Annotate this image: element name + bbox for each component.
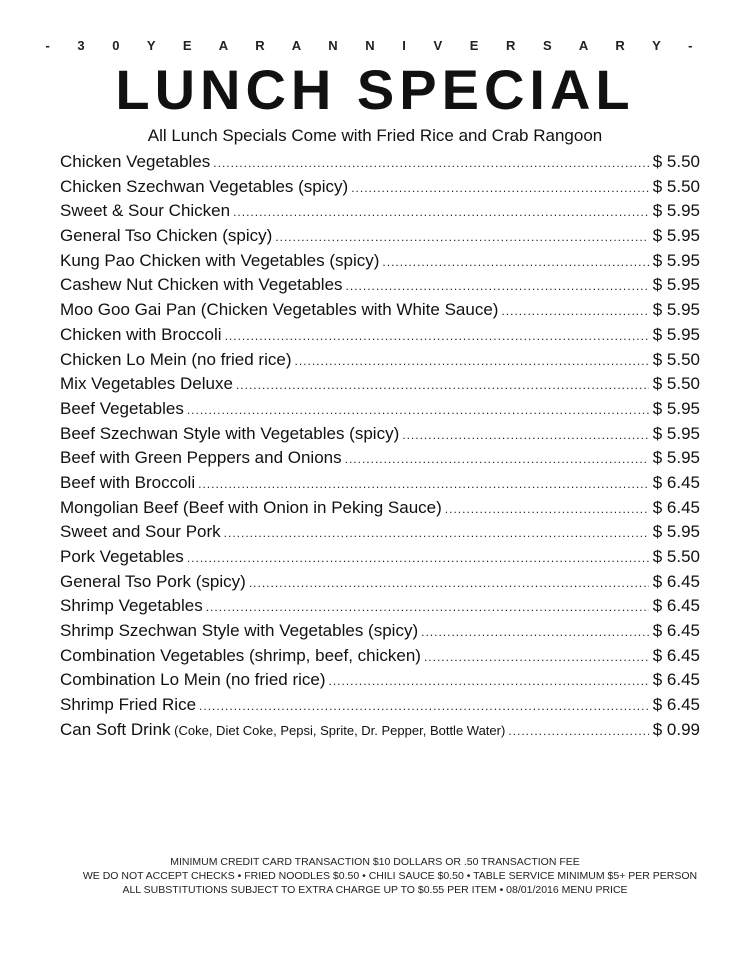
menu-item (60, 372, 700, 397)
menu-item (60, 199, 700, 224)
item-price: $ 5.95 (652, 201, 700, 221)
item-name: Chicken Lo Mein (no fried rice) (60, 349, 292, 369)
item-price: $ 5.95 (652, 275, 700, 295)
dot-leader (187, 398, 649, 423)
dot-leader (213, 151, 648, 176)
dot-leader (351, 176, 649, 201)
dot-leader (445, 497, 649, 522)
menu-item (60, 323, 700, 348)
item-name-text: Can Soft Drink (60, 719, 171, 739)
menu-item (60, 644, 700, 669)
item-price: $ 5.95 (652, 423, 700, 443)
item-name: Sweet and Sour Pork (60, 522, 221, 542)
dot-leader (402, 423, 649, 448)
dot-leader (421, 620, 649, 645)
footer-line-1: MINIMUM CREDIT CARD TRANSACTION $10 DOLLARS OR .50 TRANSACTION FEE (170, 856, 580, 868)
dot-leader (424, 645, 649, 670)
dot-leader (187, 546, 649, 571)
dot-leader (382, 250, 648, 275)
menu-item (60, 422, 700, 447)
item-price: $ 6.45 (652, 472, 700, 492)
item-name: Combination Lo Mein (no fried rice) (60, 670, 326, 690)
item-name: Cashew Nut Chicken with Vegetables (60, 275, 343, 295)
item-price: $ 5.95 (652, 250, 700, 270)
item-price: $ 0.99 (652, 719, 700, 739)
menu-item (60, 224, 700, 249)
item-name (60, 718, 505, 744)
dot-leader (249, 571, 649, 596)
item-price: $ 5.50 (652, 374, 700, 394)
item-price: $ 5.50 (652, 547, 700, 566)
item-name: Mix Vegetables Deluxe (60, 374, 233, 394)
dot-leader (199, 694, 649, 719)
menu-item (60, 348, 700, 373)
menu-item (60, 249, 700, 274)
item-price: $ 5.50 (652, 349, 700, 369)
item-price: $ 6.45 (652, 670, 700, 690)
item-price: $ 6.45 (652, 695, 700, 715)
item-name: Sweet & Sour Chicken (60, 201, 231, 221)
item-name: Moo Goo Gai Pan (Chicken Vegetables with White Sauce) (60, 300, 499, 320)
menu-item (60, 668, 700, 693)
menu-list (60, 150, 700, 743)
item-price: $ 5.95 (652, 300, 700, 320)
menu-item (60, 693, 700, 718)
item-name: Shrimp Fried Rice (60, 695, 197, 715)
item-price: $ 5.50 (652, 152, 700, 171)
anniversary-banner: - 3 0 Y E A R A N N I V E R S A R Y - (45, 38, 705, 53)
footer-line-3: ALL SUBSTITUTIONS SUBJECT TO EXTRA CHARGE UP TO $0.55 PER ITEM • 08/01/2016 MENU PRICE (122, 884, 628, 896)
item-name: Shrimp Vegetables (60, 596, 203, 616)
item-price: $ 6.45 (652, 497, 700, 517)
dot-leader (329, 669, 649, 694)
menu-item (60, 175, 700, 200)
dot-leader (346, 274, 649, 299)
dot-leader (198, 472, 649, 497)
subtitle: All Lunch Specials Come with Fried Rice and Crab Rangoon (147, 126, 603, 145)
item-name: General Tso Chicken (spicy) (60, 226, 273, 246)
item-name: Beef Szechwan Style with Vegetables (spicy) (60, 423, 400, 443)
item-name: Pork Vegetables (60, 547, 184, 566)
item-name: Beef with Broccoli (60, 472, 196, 492)
dot-leader (508, 719, 648, 744)
menu-item (60, 570, 700, 595)
item-price: $ 5.95 (652, 324, 700, 344)
menu-item (60, 446, 700, 471)
menu-item (60, 397, 700, 422)
item-name: Chicken Vegetables (60, 152, 211, 171)
item-price: $ 5.95 (652, 448, 700, 468)
dot-leader (225, 324, 649, 349)
dot-leader (275, 225, 648, 250)
item-name: General Tso Pork (spicy) (60, 571, 246, 591)
dot-leader (294, 349, 648, 374)
item-name: Combination Vegetables (shrimp, beef, chicken) (60, 645, 421, 665)
menu-item (60, 619, 700, 644)
item-name: Mongolian Beef (Beef with Onion in Peking Sauce) (60, 497, 442, 517)
item-name: Beef with Green Peppers and Onions (60, 448, 342, 468)
dot-leader (206, 595, 649, 620)
item-price: $ 6.45 (652, 621, 700, 641)
menu-item (60, 150, 700, 175)
dot-leader (345, 447, 649, 472)
menu-item (60, 273, 700, 298)
dot-leader (233, 200, 649, 225)
item-price: $ 6.45 (652, 596, 700, 616)
item-price: $ 5.95 (652, 522, 700, 542)
item-price: $ 5.95 (652, 226, 700, 246)
item-name: Beef Vegetables (60, 398, 184, 418)
item-price: $ 5.50 (652, 176, 700, 196)
menu-item (60, 471, 700, 496)
item-price: $ 6.45 (652, 645, 700, 665)
menu-item (60, 545, 700, 570)
menu-item (60, 594, 700, 619)
menu-item (60, 718, 700, 743)
menu-item (60, 496, 700, 521)
item-price: $ 5.95 (652, 398, 700, 418)
item-name: Chicken Szechwan Vegetables (spicy) (60, 176, 349, 196)
dot-leader (236, 373, 649, 398)
menu-item (60, 520, 700, 545)
page-title: LUNCH SPECIAL (115, 58, 635, 121)
item-note: (Coke, Diet Coke, Pepsi, Sprite, Dr. Pepper, Bottle Water) (170, 722, 506, 738)
item-price: $ 6.45 (652, 571, 700, 591)
footer-line-2: WE DO NOT ACCEPT CHECKS • FRIED NOODLES $0.50 • CHILI SAUCE $0.50 • TABLE SERVICE MINIMUM $5+ PER PERSON (82, 870, 698, 882)
item-name: Kung Pao Chicken with Vegetables (spicy) (60, 250, 380, 270)
menu-item (60, 298, 700, 323)
footer-notes (0, 855, 750, 897)
item-name: Shrimp Szechwan Style with Vegetables (spicy) (60, 621, 419, 641)
item-name: Chicken with Broccoli (60, 324, 222, 344)
dot-leader (501, 299, 648, 324)
dot-leader (224, 521, 649, 546)
